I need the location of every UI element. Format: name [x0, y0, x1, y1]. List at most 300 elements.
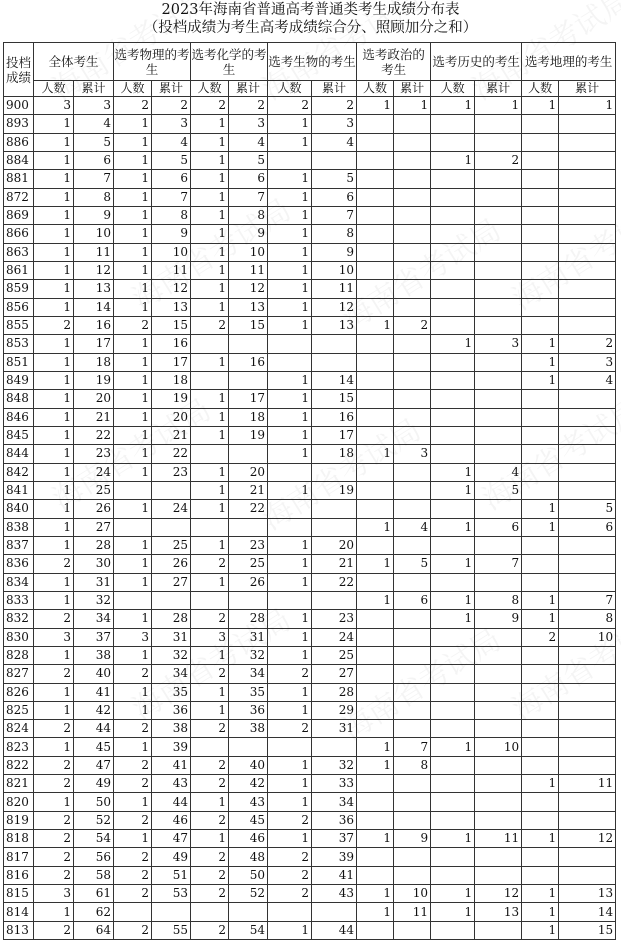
- cumulative-cell: [394, 408, 431, 426]
- cumulative-cell: 28: [312, 683, 357, 701]
- cumulative-cell: [152, 518, 191, 536]
- count-cell: [431, 921, 475, 939]
- cumulative-cell: 12: [312, 298, 357, 316]
- count-cell: [191, 518, 229, 536]
- count-cell: 1: [268, 830, 312, 848]
- table-row: [4, 353, 616, 371]
- cumulative-cell: [229, 738, 268, 756]
- count-cell: [191, 903, 229, 921]
- cumulative-cell: 52: [229, 885, 268, 903]
- cumulative-cell: [394, 573, 431, 591]
- count-cell: 1: [431, 481, 475, 499]
- score-cell: 900: [4, 97, 34, 115]
- count-cell: [191, 738, 229, 756]
- cumulative-cell: 26: [74, 500, 114, 518]
- cumulative-cell: 35: [229, 683, 268, 701]
- count-cell: 2: [268, 866, 312, 884]
- cumulative-cell: [559, 683, 616, 701]
- cumulative-cell: [394, 371, 431, 389]
- score-cell: 886: [4, 133, 34, 151]
- count-cell: [522, 848, 559, 866]
- table-row: [4, 536, 616, 554]
- cumulative-cell: 20: [312, 536, 357, 554]
- cumulative-cell: 44: [312, 921, 357, 939]
- cumulative-cell: 54: [229, 921, 268, 939]
- cumulative-cell: [394, 500, 431, 518]
- count-cell: 2: [191, 921, 229, 939]
- cumulative-cell: [394, 701, 431, 719]
- cumulative-cell: [559, 426, 616, 444]
- cumulative-cell: 16: [312, 408, 357, 426]
- count-cell: 1: [431, 555, 475, 573]
- cumulative-cell: 21: [74, 408, 114, 426]
- count-cell: 2: [268, 97, 312, 115]
- header-group-chemistry: 选考化学的考生: [191, 43, 268, 81]
- cumulative-cell: [559, 298, 616, 316]
- count-cell: 1: [191, 701, 229, 719]
- cumulative-cell: [475, 665, 522, 683]
- count-cell: 1: [522, 97, 559, 115]
- count-cell: 1: [34, 335, 74, 353]
- count-cell: 1: [522, 353, 559, 371]
- count-cell: 1: [34, 408, 74, 426]
- table-row: [4, 665, 616, 683]
- cumulative-cell: 8: [312, 225, 357, 243]
- table-row: [4, 426, 616, 444]
- count-cell: [431, 775, 475, 793]
- count-cell: 2: [114, 885, 152, 903]
- count-cell: [522, 280, 559, 298]
- score-distribution-table: [3, 42, 616, 940]
- score-cell: 816: [4, 866, 34, 884]
- count-cell: [431, 683, 475, 701]
- cumulative-cell: 23: [74, 445, 114, 463]
- header-cumulative: 累计: [475, 81, 522, 97]
- count-cell: 2: [34, 756, 74, 774]
- cumulative-cell: 11: [152, 261, 191, 279]
- cumulative-cell: 4: [229, 133, 268, 151]
- count-cell: [114, 591, 152, 609]
- cumulative-cell: 8: [229, 206, 268, 224]
- count-cell: 1: [34, 500, 74, 518]
- cumulative-cell: [394, 261, 431, 279]
- cumulative-cell: 2: [312, 97, 357, 115]
- cumulative-cell: 11: [559, 775, 616, 793]
- score-cell: 853: [4, 335, 34, 353]
- table-row: [4, 866, 616, 884]
- cumulative-cell: 23: [229, 536, 268, 554]
- cumulative-cell: 3: [559, 353, 616, 371]
- cumulative-cell: 32: [312, 756, 357, 774]
- cumulative-cell: 52: [74, 811, 114, 829]
- cumulative-cell: 9: [74, 206, 114, 224]
- count-cell: 1: [191, 408, 229, 426]
- count-cell: 1: [114, 353, 152, 371]
- count-cell: 1: [268, 628, 312, 646]
- cumulative-cell: 40: [74, 665, 114, 683]
- score-cell: 866: [4, 225, 34, 243]
- cumulative-cell: 7: [152, 188, 191, 206]
- count-cell: 1: [114, 500, 152, 518]
- count-cell: 1: [357, 445, 394, 463]
- cumulative-cell: 13: [229, 298, 268, 316]
- count-cell: 1: [34, 280, 74, 298]
- cumulative-cell: [475, 701, 522, 719]
- cumulative-cell: 8: [475, 591, 522, 609]
- cumulative-cell: 37: [312, 830, 357, 848]
- count-cell: 1: [114, 170, 152, 188]
- cumulative-cell: 31: [152, 628, 191, 646]
- header-count: 人数: [268, 81, 312, 97]
- cumulative-cell: [394, 481, 431, 499]
- score-cell: 822: [4, 756, 34, 774]
- cumulative-cell: [475, 170, 522, 188]
- header-count: 人数: [431, 81, 475, 97]
- count-cell: 1: [268, 261, 312, 279]
- count-cell: [431, 188, 475, 206]
- count-cell: [431, 848, 475, 866]
- cumulative-cell: 44: [74, 720, 114, 738]
- header-count: 人数: [357, 81, 394, 97]
- cumulative-cell: [475, 500, 522, 518]
- cumulative-cell: 36: [312, 811, 357, 829]
- count-cell: 1: [34, 243, 74, 261]
- score-cell: 881: [4, 170, 34, 188]
- score-cell: 893: [4, 115, 34, 133]
- count-cell: 1: [114, 536, 152, 554]
- score-cell: 884: [4, 151, 34, 169]
- cumulative-cell: [475, 445, 522, 463]
- cumulative-cell: [312, 335, 357, 353]
- count-cell: 1: [34, 353, 74, 371]
- cumulative-cell: [559, 481, 616, 499]
- cumulative-cell: [559, 151, 616, 169]
- count-cell: 1: [357, 756, 394, 774]
- count-cell: [522, 261, 559, 279]
- cumulative-cell: [475, 793, 522, 811]
- cumulative-cell: [394, 866, 431, 884]
- header-group-politics: 选考政治的考生: [357, 43, 431, 81]
- count-cell: [522, 115, 559, 133]
- count-cell: 2: [191, 756, 229, 774]
- score-cell: 851: [4, 353, 34, 371]
- count-cell: [431, 225, 475, 243]
- count-cell: [114, 518, 152, 536]
- score-cell: 837: [4, 536, 34, 554]
- cumulative-cell: 24: [152, 500, 191, 518]
- count-cell: 1: [357, 903, 394, 921]
- cumulative-cell: 25: [229, 555, 268, 573]
- table-row: [4, 885, 616, 903]
- cumulative-cell: [394, 280, 431, 298]
- cumulative-cell: 41: [312, 866, 357, 884]
- count-cell: [522, 536, 559, 554]
- count-cell: 1: [191, 170, 229, 188]
- count-cell: [522, 701, 559, 719]
- count-cell: [357, 353, 394, 371]
- count-cell: [522, 445, 559, 463]
- table-row: [4, 225, 616, 243]
- count-cell: 1: [34, 206, 74, 224]
- count-cell: 1: [114, 371, 152, 389]
- count-cell: [357, 390, 394, 408]
- count-cell: [357, 206, 394, 224]
- count-cell: 2: [34, 665, 74, 683]
- cumulative-cell: 64: [74, 921, 114, 939]
- count-cell: 2: [114, 316, 152, 334]
- cumulative-cell: 41: [152, 756, 191, 774]
- count-cell: [431, 866, 475, 884]
- cumulative-cell: [559, 701, 616, 719]
- count-cell: [357, 243, 394, 261]
- cumulative-cell: 13: [559, 885, 616, 903]
- score-cell: 825: [4, 701, 34, 719]
- table-row: [4, 628, 616, 646]
- count-cell: [357, 188, 394, 206]
- count-cell: 1: [191, 261, 229, 279]
- count-cell: 1: [268, 610, 312, 628]
- count-cell: 2: [114, 811, 152, 829]
- cumulative-cell: 14: [559, 903, 616, 921]
- count-cell: [431, 390, 475, 408]
- cumulative-cell: 11: [475, 830, 522, 848]
- cumulative-cell: [394, 683, 431, 701]
- count-cell: [357, 170, 394, 188]
- count-cell: [431, 280, 475, 298]
- cumulative-cell: 12: [74, 261, 114, 279]
- cumulative-cell: [475, 573, 522, 591]
- count-cell: 1: [34, 573, 74, 591]
- cumulative-cell: 13: [312, 316, 357, 334]
- cumulative-cell: [394, 921, 431, 939]
- count-cell: [268, 151, 312, 169]
- count-cell: 1: [431, 885, 475, 903]
- count-cell: 1: [191, 225, 229, 243]
- cumulative-cell: 10: [475, 738, 522, 756]
- count-cell: [431, 811, 475, 829]
- cumulative-cell: 2: [152, 97, 191, 115]
- cumulative-cell: [394, 811, 431, 829]
- cumulative-cell: [394, 353, 431, 371]
- count-cell: [522, 866, 559, 884]
- count-cell: [522, 390, 559, 408]
- cumulative-cell: 3: [152, 115, 191, 133]
- count-cell: 1: [34, 188, 74, 206]
- cumulative-cell: 31: [229, 628, 268, 646]
- cumulative-cell: 23: [152, 463, 191, 481]
- score-cell: 826: [4, 683, 34, 701]
- table-row: [4, 97, 616, 115]
- count-cell: 1: [431, 738, 475, 756]
- count-cell: [522, 738, 559, 756]
- count-cell: [431, 426, 475, 444]
- count-cell: [431, 573, 475, 591]
- cumulative-cell: 58: [74, 866, 114, 884]
- count-cell: 1: [268, 445, 312, 463]
- score-cell: 833: [4, 591, 34, 609]
- cumulative-cell: 33: [312, 775, 357, 793]
- cumulative-cell: [312, 353, 357, 371]
- table-row: [4, 261, 616, 279]
- cumulative-cell: 7: [229, 188, 268, 206]
- count-cell: [357, 335, 394, 353]
- count-cell: 1: [191, 206, 229, 224]
- cumulative-cell: [475, 426, 522, 444]
- cumulative-cell: 6: [312, 188, 357, 206]
- cumulative-cell: 34: [152, 665, 191, 683]
- count-cell: [357, 683, 394, 701]
- cumulative-cell: [394, 628, 431, 646]
- table-row: [4, 683, 616, 701]
- cumulative-cell: 62: [74, 903, 114, 921]
- header-group-physics: 选考物理的考生: [114, 43, 191, 81]
- cumulative-cell: 21: [229, 481, 268, 499]
- count-cell: 1: [191, 390, 229, 408]
- count-cell: 1: [191, 536, 229, 554]
- cumulative-cell: 43: [152, 775, 191, 793]
- count-cell: 2: [34, 830, 74, 848]
- count-cell: 3: [34, 885, 74, 903]
- cumulative-cell: [559, 170, 616, 188]
- count-cell: 1: [431, 463, 475, 481]
- cumulative-cell: 56: [74, 848, 114, 866]
- count-cell: [431, 206, 475, 224]
- count-cell: 2: [191, 811, 229, 829]
- cumulative-cell: 19: [74, 371, 114, 389]
- count-cell: [268, 335, 312, 353]
- count-cell: [431, 243, 475, 261]
- count-cell: 1: [357, 555, 394, 573]
- count-cell: 1: [114, 463, 152, 481]
- cumulative-cell: [394, 298, 431, 316]
- cumulative-cell: 17: [74, 335, 114, 353]
- count-cell: [431, 371, 475, 389]
- cumulative-cell: [394, 463, 431, 481]
- count-cell: 1: [114, 298, 152, 316]
- cumulative-cell: 61: [74, 885, 114, 903]
- cumulative-cell: 28: [152, 610, 191, 628]
- count-cell: 2: [114, 720, 152, 738]
- cumulative-cell: [312, 463, 357, 481]
- cumulative-cell: 19: [229, 426, 268, 444]
- count-cell: [431, 445, 475, 463]
- table-row: [4, 463, 616, 481]
- count-cell: 1: [268, 426, 312, 444]
- cumulative-cell: [394, 426, 431, 444]
- cumulative-cell: 25: [152, 536, 191, 554]
- cumulative-cell: 30: [74, 555, 114, 573]
- count-cell: 2: [191, 97, 229, 115]
- count-cell: 1: [114, 408, 152, 426]
- count-cell: [357, 151, 394, 169]
- cumulative-cell: 24: [312, 628, 357, 646]
- count-cell: 1: [34, 903, 74, 921]
- count-cell: [357, 371, 394, 389]
- cumulative-cell: [559, 665, 616, 683]
- cumulative-cell: 43: [229, 793, 268, 811]
- count-cell: [268, 738, 312, 756]
- cumulative-cell: 17: [152, 353, 191, 371]
- score-cell: 820: [4, 793, 34, 811]
- cumulative-cell: 10: [559, 628, 616, 646]
- table-row: [4, 188, 616, 206]
- count-cell: [268, 903, 312, 921]
- cumulative-cell: 11: [74, 243, 114, 261]
- cumulative-cell: 27: [152, 573, 191, 591]
- table-row: [4, 335, 616, 353]
- count-cell: 1: [114, 683, 152, 701]
- cumulative-cell: 19: [152, 390, 191, 408]
- cumulative-cell: 7: [394, 738, 431, 756]
- cumulative-cell: [559, 720, 616, 738]
- cumulative-cell: 13: [475, 903, 522, 921]
- table-row: [4, 151, 616, 169]
- count-cell: 1: [34, 426, 74, 444]
- header-count: 人数: [114, 81, 152, 97]
- cumulative-cell: 5: [74, 133, 114, 151]
- count-cell: 1: [114, 830, 152, 848]
- cumulative-cell: 4: [312, 133, 357, 151]
- count-cell: 1: [114, 261, 152, 279]
- count-cell: 1: [268, 206, 312, 224]
- count-cell: [357, 115, 394, 133]
- score-cell: 836: [4, 555, 34, 573]
- score-cell: 861: [4, 261, 34, 279]
- cumulative-cell: [394, 720, 431, 738]
- cumulative-cell: 18: [152, 371, 191, 389]
- table-row: [4, 518, 616, 536]
- cumulative-cell: 40: [229, 756, 268, 774]
- cumulative-cell: 3: [475, 335, 522, 353]
- count-cell: 2: [114, 866, 152, 884]
- header-cumulative: 累计: [229, 81, 268, 97]
- cumulative-cell: 34: [312, 793, 357, 811]
- cumulative-cell: 20: [74, 390, 114, 408]
- table-row: [4, 206, 616, 224]
- cumulative-cell: [559, 866, 616, 884]
- cumulative-cell: 50: [229, 866, 268, 884]
- count-cell: [114, 903, 152, 921]
- count-cell: 1: [114, 115, 152, 133]
- cumulative-cell: 17: [229, 390, 268, 408]
- cumulative-cell: 15: [229, 316, 268, 334]
- count-cell: 1: [34, 298, 74, 316]
- count-cell: [114, 481, 152, 499]
- count-cell: 1: [268, 280, 312, 298]
- count-cell: 1: [34, 390, 74, 408]
- cumulative-cell: 26: [229, 573, 268, 591]
- count-cell: 1: [114, 335, 152, 353]
- count-cell: [357, 701, 394, 719]
- cumulative-cell: [559, 188, 616, 206]
- score-cell: 830: [4, 628, 34, 646]
- count-cell: [357, 225, 394, 243]
- count-cell: [357, 775, 394, 793]
- cumulative-cell: 25: [74, 481, 114, 499]
- count-cell: 1: [268, 701, 312, 719]
- count-cell: [522, 665, 559, 683]
- cumulative-cell: [475, 720, 522, 738]
- count-cell: 1: [34, 793, 74, 811]
- score-cell: 863: [4, 243, 34, 261]
- cumulative-cell: 31: [74, 573, 114, 591]
- count-cell: 1: [114, 225, 152, 243]
- cumulative-cell: 3: [74, 97, 114, 115]
- count-cell: [522, 481, 559, 499]
- count-cell: 1: [191, 463, 229, 481]
- count-cell: 1: [357, 591, 394, 609]
- cumulative-cell: [394, 610, 431, 628]
